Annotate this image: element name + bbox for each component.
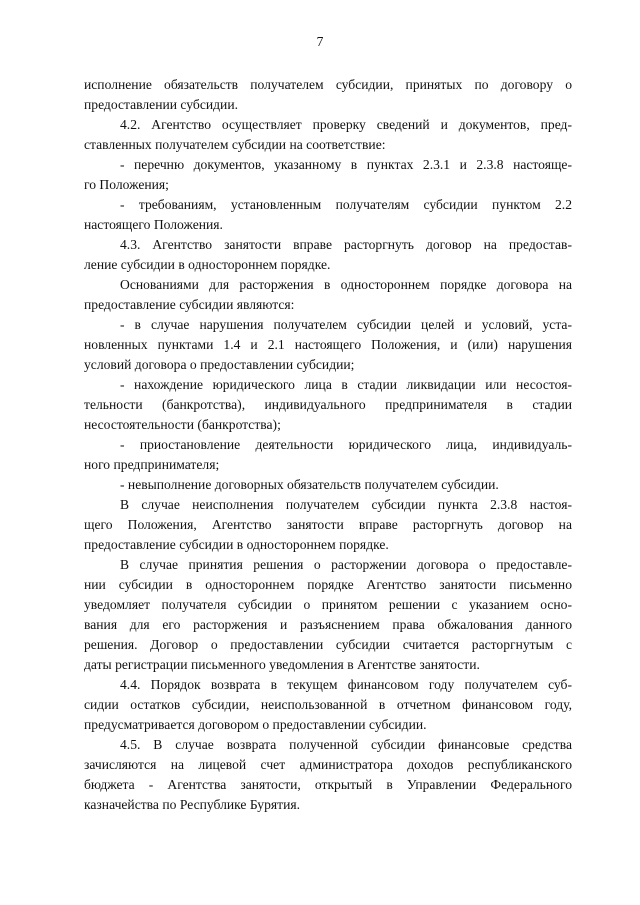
text-line: щего Положения, Агентство занятости вправе расторгнуть договор на xyxy=(84,517,572,532)
text-line: - перечню документов, указанному в пунктах 2.3.1 и 2.3.8 настояще- xyxy=(120,157,572,172)
text-line: 4.2. Агентство осуществляет проверку сведений и документов, пред- xyxy=(120,117,572,132)
text-line: - приостановление деятельности юридического лица, индивидуаль- xyxy=(120,437,572,452)
text-line: решения. Договор о предоставлении субсидии считается расторгнутым с xyxy=(84,637,572,652)
text-line: - в случае нарушения получателем субсидии целей и условий, уста- xyxy=(120,317,572,332)
text-line: даты регистрации письменного уведомления в Агентстве занятости. xyxy=(84,657,480,672)
text-line: ставленных получателем субсидии на соответствие: xyxy=(84,137,386,152)
text-line: казначейства по Республике Бурятия. xyxy=(84,797,301,812)
text-line: Основаниями для расторжения в одностороннем порядке договора на xyxy=(120,277,572,292)
text-line: 4.5. В случае возврата полученной субсидии финансовые средства xyxy=(120,737,572,752)
text-line: предоставление субсидии в одностороннем порядке. xyxy=(84,537,389,552)
text-line: В случае неисполнения получателем субсидии пункта 2.3.8 настоя- xyxy=(120,497,572,512)
text-line: новленных пунктами 1.4 и 2.1 настоящего Положения, и (или) нарушения xyxy=(84,337,572,352)
document-body xyxy=(84,75,572,815)
text-line: предоставление субсидии являются: xyxy=(84,297,295,312)
text-line: несостоятельности (банкротства); xyxy=(84,417,281,432)
text-line: предусматривается договором о предоставлении субсидии. xyxy=(84,717,427,732)
text-line: предоставлении субсидии. xyxy=(84,97,238,112)
text-line: ного предпринимателя; xyxy=(84,457,220,472)
text-line: настоящего Положения. xyxy=(84,217,223,232)
text-line: тельности (банкротства), индивидуального предпринимателя в стадии xyxy=(84,397,572,412)
text-line: - невыполнение договорных обязательств получателем субсидии. xyxy=(120,477,499,492)
text-line: В случае принятия решения о расторжении договора о предоставле- xyxy=(120,557,572,572)
page-number: 7 xyxy=(316,34,324,49)
text-line: уведомляет получателя субсидии о принятом решении с указанием осно- xyxy=(84,597,572,612)
text-line: вания для его расторжения и разъяснением права обжалования данного xyxy=(84,617,572,632)
text-line: го Положения; xyxy=(84,177,169,192)
text-line: - требованиям, установленным получателям субсидии пунктом 2.2 xyxy=(120,197,572,212)
text-line: нии субсидии в одностороннем порядке Агентство занятости письменно xyxy=(84,577,572,592)
text-line: 4.3. Агентство занятости вправе расторгнуть договор на предостав- xyxy=(120,237,572,252)
text-line: - нахождение юридического лица в стадии ликвидации или несостоя- xyxy=(120,377,572,392)
text-line: ление субсидии в одностороннем порядке. xyxy=(84,257,331,272)
text-line: исполнение обязательств получателем субсидии, принятых по договору о xyxy=(84,77,572,92)
text-line: бюджета - Агентства занятости, открытый в Управлении Федерального xyxy=(84,777,572,792)
text-line: зачисляются на лицевой счет администратора доходов республиканского xyxy=(84,757,572,772)
text-line: сидии остатков субсидии, неиспользованной в отчетном финансовом году, xyxy=(84,697,572,712)
text-line: 4.4. Порядок возврата в текущем финансовом году получателем суб- xyxy=(120,677,572,692)
text-line: условий договора о предоставлении субсидии; xyxy=(84,357,355,372)
